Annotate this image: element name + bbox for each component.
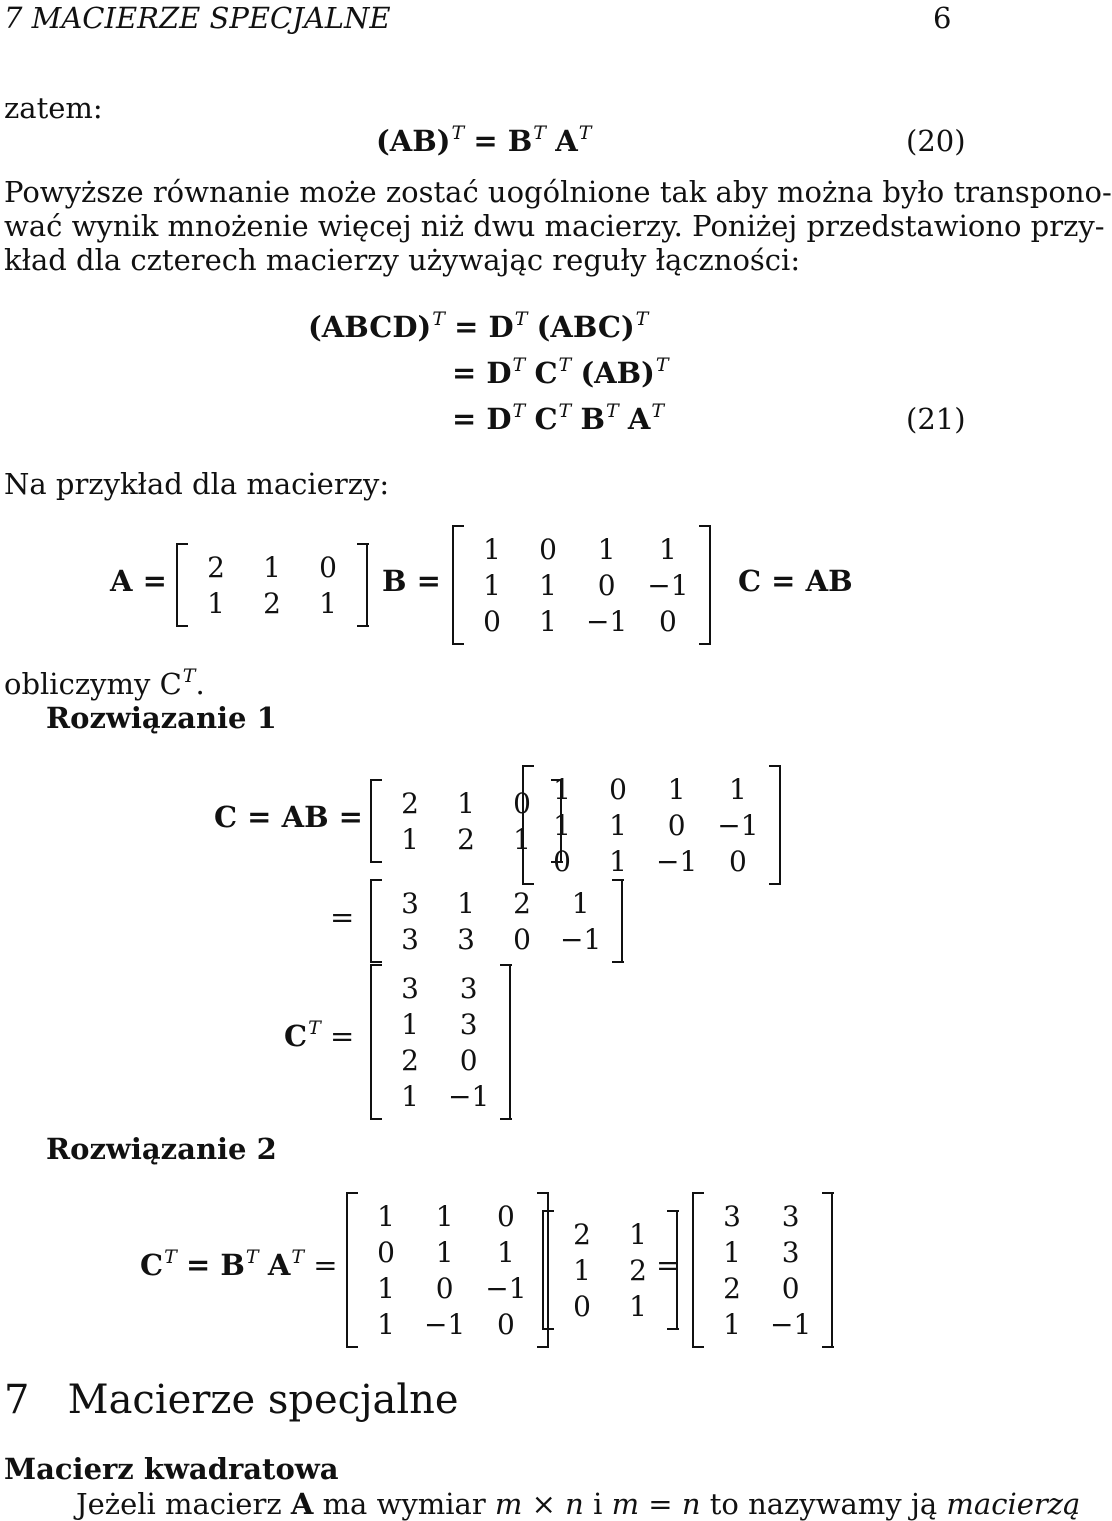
sol1-matrix-b-cell: 1 bbox=[609, 808, 627, 842]
paragraph-line-1: Powyższe równanie może zostać uogólnione tak aby można było transpono- bbox=[4, 175, 1112, 209]
sol1-result-row bbox=[382, 921, 611, 957]
sol1-ct-row bbox=[382, 1042, 499, 1078]
sol1-result-matrix bbox=[370, 879, 623, 963]
sol2-bt-cell: 1 bbox=[377, 1307, 395, 1341]
sol2-bt-cell: 1 bbox=[435, 1199, 454, 1233]
running-header: 7 MACIERZE SPECJALNE bbox=[4, 1, 391, 35]
sol2-at-row bbox=[554, 1288, 666, 1324]
equation-number-20: (20) bbox=[906, 124, 966, 158]
sol2-ct-row bbox=[704, 1198, 821, 1234]
sol2-bt-cell: 1 bbox=[435, 1235, 454, 1269]
sol1-matrix-b-row bbox=[534, 771, 769, 807]
matrix-a-cell: 1 bbox=[319, 586, 337, 620]
sol1-ct-cell: −1 bbox=[448, 1079, 490, 1113]
matrix-b-cell: −1 bbox=[586, 604, 628, 638]
matrix-a-row bbox=[188, 585, 356, 621]
sol1-ct-cell: 3 bbox=[459, 1007, 478, 1041]
sol2-bt-row bbox=[358, 1270, 537, 1306]
sol2-at-row bbox=[554, 1252, 666, 1288]
sol1-result-cell: 3 bbox=[457, 922, 475, 956]
sol1-result-cell: 3 bbox=[401, 922, 419, 956]
equation-21-line-2: = $D^T$ $C^T$ (AB)$^T$ bbox=[452, 354, 669, 390]
sol2-at-cell: 1 bbox=[573, 1253, 591, 1287]
sol1-result-cell: 1 bbox=[571, 886, 590, 920]
sol2-ct-cell: 3 bbox=[781, 1199, 800, 1233]
sol2-lhs: $C^T = B^T$ $A^T$ = bbox=[140, 1246, 338, 1282]
matrix-b-cell: 1 bbox=[659, 532, 677, 566]
sol2-ct-cell: −1 bbox=[770, 1307, 812, 1341]
matrix-b-cell: 1 bbox=[539, 604, 557, 638]
subsection-heading: Macierz kwadratowa bbox=[4, 1452, 339, 1486]
sol1-matrix-a-cell: 2 bbox=[401, 786, 419, 820]
sol1-matrix-b-cell: 0 bbox=[667, 808, 686, 842]
last-line: Jeżeli macierz A ma wymiar m × n i m = n to nazywamy ją macierzą bbox=[76, 1487, 1081, 1521]
sol2-bt-cell: 0 bbox=[497, 1307, 515, 1341]
sol2-at-row bbox=[554, 1216, 666, 1252]
sol1-matrix-a-cell: 1 bbox=[457, 786, 475, 820]
sol2-BT-matrix bbox=[346, 1192, 549, 1348]
sol2-at-cell: 2 bbox=[629, 1253, 647, 1287]
sol2-ct-cell: 0 bbox=[781, 1271, 800, 1305]
sol2-bt-cell: 0 bbox=[435, 1271, 454, 1305]
sol1-matrix-B bbox=[522, 765, 781, 885]
matrix-A bbox=[176, 543, 368, 627]
matrix-b-row bbox=[464, 567, 699, 603]
equation-20: $(AB)^T = B^T$ $A^T$ bbox=[376, 122, 592, 158]
sol2-bt-cell: 1 bbox=[377, 1199, 395, 1233]
matrix-b-cell: 0 bbox=[659, 604, 677, 638]
matrix-b-cell: 1 bbox=[483, 568, 501, 602]
sol2-CT-matrix bbox=[692, 1192, 833, 1348]
sol1-matrix-b-cell: 1 bbox=[553, 808, 571, 842]
sol2-bt-row bbox=[358, 1306, 537, 1342]
matrix-B bbox=[452, 525, 711, 645]
sol1-lhs: C = AB = bbox=[214, 800, 363, 834]
sol1-matrix-a-cell: 0 bbox=[513, 786, 531, 820]
sol2-at-cell: 1 bbox=[629, 1217, 647, 1251]
sol2-bt-row bbox=[358, 1234, 537, 1270]
sol1-result-cell: 2 bbox=[513, 886, 531, 920]
solution-1-title: Rozwiązanie 1 bbox=[46, 701, 277, 735]
matrix-b-cell: 1 bbox=[539, 568, 557, 602]
sol1-result-cell: 3 bbox=[401, 886, 419, 920]
sol1-ct-row bbox=[382, 1078, 499, 1114]
sol2-bt-cell: 1 bbox=[497, 1235, 515, 1269]
sol1-matrix-b-cell: −1 bbox=[717, 808, 759, 842]
sol1-matrix-b-cell: 1 bbox=[609, 844, 627, 878]
sol1-matrix-b-row bbox=[534, 807, 769, 843]
sol2-at-cell: 2 bbox=[573, 1217, 591, 1251]
sol1-ct-row bbox=[382, 970, 499, 1006]
matrix-a-cell: 0 bbox=[319, 550, 337, 584]
sol1-ct-cell: 2 bbox=[401, 1043, 419, 1077]
section-heading: 7 Macierze specjalne bbox=[4, 1377, 459, 1423]
text-compute: obliczymy $C^T$. bbox=[4, 665, 205, 701]
label-B: B = bbox=[382, 564, 441, 598]
sol2-equals: = bbox=[656, 1248, 681, 1282]
sol2-ct-row bbox=[704, 1234, 821, 1270]
sol1-ct-cell: 3 bbox=[401, 971, 419, 1005]
sol2-ct-row bbox=[704, 1306, 821, 1342]
sol1-matrix-b-cell: 1 bbox=[553, 772, 571, 806]
definition-C: C = AB bbox=[738, 564, 853, 598]
sol2-bt-cell: 1 bbox=[377, 1271, 395, 1305]
paragraph-line-3: kład dla czterech macierzy używając reguły łączności: bbox=[4, 243, 801, 277]
sol2-ct-cell: 2 bbox=[723, 1271, 741, 1305]
paragraph-line-2: wać wynik mnożenie więcej niż dwu macierzy. Poniżej przedstawiono przy- bbox=[4, 209, 1105, 243]
sol2-ct-row bbox=[704, 1270, 821, 1306]
sol1-CT-matrix bbox=[370, 964, 511, 1120]
sol1-ct-row bbox=[382, 1006, 499, 1042]
matrix-a-cell: 1 bbox=[207, 586, 225, 620]
sol1-matrix-b-cell: 0 bbox=[609, 772, 627, 806]
sol2-ct-cell: 1 bbox=[723, 1235, 741, 1269]
matrix-a-row bbox=[188, 549, 356, 585]
sol1-matrix-b-cell: −1 bbox=[656, 844, 698, 878]
sol1-equals: = bbox=[330, 900, 355, 934]
matrix-b-cell: −1 bbox=[647, 568, 689, 602]
matrix-b-cell: 0 bbox=[539, 532, 557, 566]
sol2-bt-cell: 0 bbox=[497, 1199, 515, 1233]
page-number: 6 bbox=[933, 1, 952, 35]
matrix-a-cell: 2 bbox=[263, 586, 281, 620]
sol1-matrix-b-cell: 0 bbox=[729, 844, 747, 878]
matrix-b-cell: 0 bbox=[597, 568, 616, 602]
sol2-at-cell: 0 bbox=[573, 1289, 591, 1323]
sol2-ct-cell: 3 bbox=[781, 1235, 800, 1269]
matrix-b-cell: 1 bbox=[483, 532, 501, 566]
matrix-b-cell: 1 bbox=[597, 532, 616, 566]
label-A: A = bbox=[110, 564, 167, 598]
matrix-b-row bbox=[464, 531, 699, 567]
sol1-ct-cell: 1 bbox=[401, 1079, 419, 1113]
sol1-matrix-b-cell: 1 bbox=[729, 772, 747, 806]
sol1-result-cell: −1 bbox=[560, 922, 602, 956]
solution-2-title: Rozwiązanie 2 bbox=[46, 1132, 277, 1166]
equation-21-line-1: (ABCD)$^T$ = $D^T$ (ABC)$^T$ bbox=[308, 308, 649, 344]
sol1-matrix-a-cell: 2 bbox=[457, 822, 475, 856]
matrix-a-cell: 1 bbox=[263, 550, 281, 584]
sol2-bt-cell: 0 bbox=[377, 1235, 395, 1269]
sol1-matrix-b-cell: 1 bbox=[667, 772, 686, 806]
sol2-at-cell: 1 bbox=[629, 1289, 647, 1323]
matrix-b-row bbox=[464, 603, 699, 639]
sol1-matrix-b-cell: 0 bbox=[553, 844, 571, 878]
matrix-a-cell: 2 bbox=[207, 550, 225, 584]
sol2-bt-cell: −1 bbox=[424, 1307, 466, 1341]
equation-number-21: (21) bbox=[906, 402, 966, 436]
matrix-b-cell: 0 bbox=[483, 604, 501, 638]
sol2-bt-cell: −1 bbox=[485, 1271, 527, 1305]
sol1-CT-lhs: $C^T$ = bbox=[284, 1017, 355, 1053]
sol2-ct-cell: 3 bbox=[723, 1199, 741, 1233]
text-zatem: zatem: bbox=[4, 91, 103, 125]
sol1-matrix-a-cell: 1 bbox=[401, 822, 419, 856]
equation-21-line-3: = $D^T$ $C^T$ $B^T$ $A^T$ bbox=[452, 400, 665, 436]
sol1-ct-cell: 3 bbox=[459, 971, 478, 1005]
text-example: Na przykład dla macierzy: bbox=[4, 467, 390, 501]
sol1-ct-cell: 1 bbox=[401, 1007, 419, 1041]
sol1-matrix-a-cell: 1 bbox=[513, 822, 531, 856]
sol1-matrix-b-row bbox=[534, 843, 769, 879]
sol2-bt-row bbox=[358, 1198, 537, 1234]
sol1-result-row bbox=[382, 885, 611, 921]
sol1-ct-cell: 0 bbox=[459, 1043, 478, 1077]
sol2-ct-cell: 1 bbox=[723, 1307, 741, 1341]
sol1-result-cell: 0 bbox=[513, 922, 531, 956]
sol1-result-cell: 1 bbox=[457, 886, 475, 920]
